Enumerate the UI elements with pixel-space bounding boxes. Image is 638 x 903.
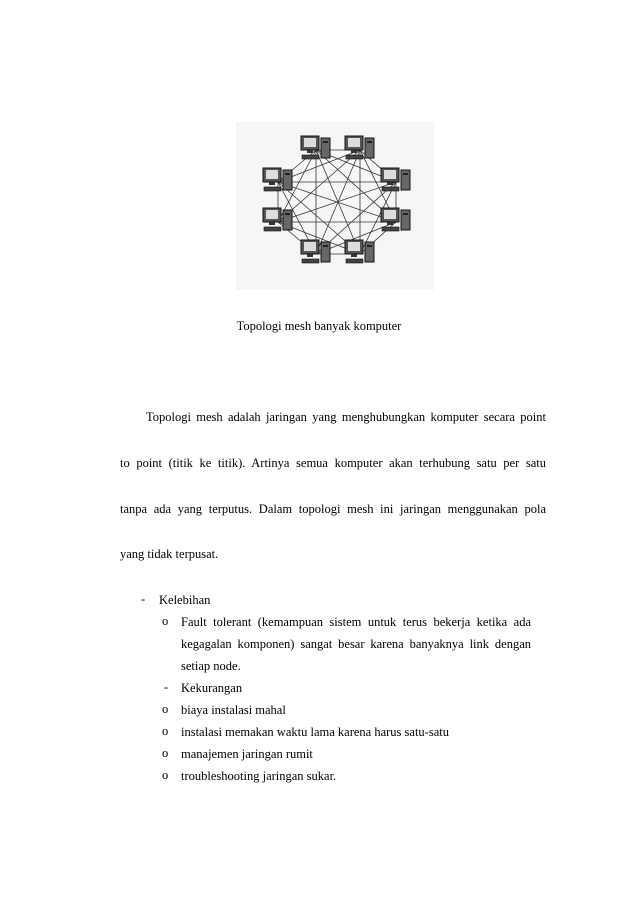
computer-icon: [381, 208, 410, 231]
dash-marker: -: [141, 592, 146, 606]
paragraph-line-1: Topologi mesh adalah jaringan yang menghubungkan komputer secara point: [146, 410, 546, 424]
bullet-marker: o: [162, 768, 169, 782]
figure-caption: Topologi mesh banyak komputer: [236, 319, 402, 333]
bullet-marker: o: [162, 614, 169, 628]
bullet-marker: o: [162, 746, 169, 760]
mesh-topology-figure: [236, 122, 434, 290]
computer-icon: [381, 168, 410, 191]
computer-icon: [263, 208, 292, 231]
computer-icon: [301, 240, 330, 263]
computer-icon: [301, 136, 330, 159]
mesh-diagram: [236, 122, 434, 290]
kelebihan-item-line-2: kegagalan komponen) sangat besar karena banyaknya link dengan: [181, 637, 531, 651]
paragraph-line-4: yang tidak terpusat.: [120, 547, 219, 561]
bullet-marker: o: [162, 702, 169, 716]
paragraph-line-3: tanpa ada yang terputus. Dalam topologi mesh ini jaringan menggunakan pola: [120, 502, 546, 516]
dash-marker: -: [164, 680, 169, 694]
computer-icon: [345, 240, 374, 263]
kekurangan-item: manajemen jaringan rumit: [181, 747, 313, 761]
kelebihan-item-line-3: setiap node.: [181, 659, 241, 673]
computer-icon: [263, 168, 292, 191]
kekurangan-heading: Kekurangan: [181, 681, 243, 695]
kekurangan-item: biaya instalasi mahal: [181, 703, 286, 717]
kelebihan-heading: Kelebihan: [159, 593, 211, 607]
kelebihan-item-line-1: Fault tolerant (kemampuan sistem untuk terus bekerja ketika ada: [181, 615, 531, 629]
paragraph-line-2: to point (titik ke titik). Artinya semua komputer akan terhubung satu per satu: [120, 456, 546, 470]
computer-icon: [345, 136, 374, 159]
kekurangan-item: instalasi memakan waktu lama karena harus satu-satu: [181, 725, 449, 739]
bullet-marker: o: [162, 724, 169, 738]
kekurangan-item: troubleshooting jaringan sukar.: [181, 769, 337, 783]
